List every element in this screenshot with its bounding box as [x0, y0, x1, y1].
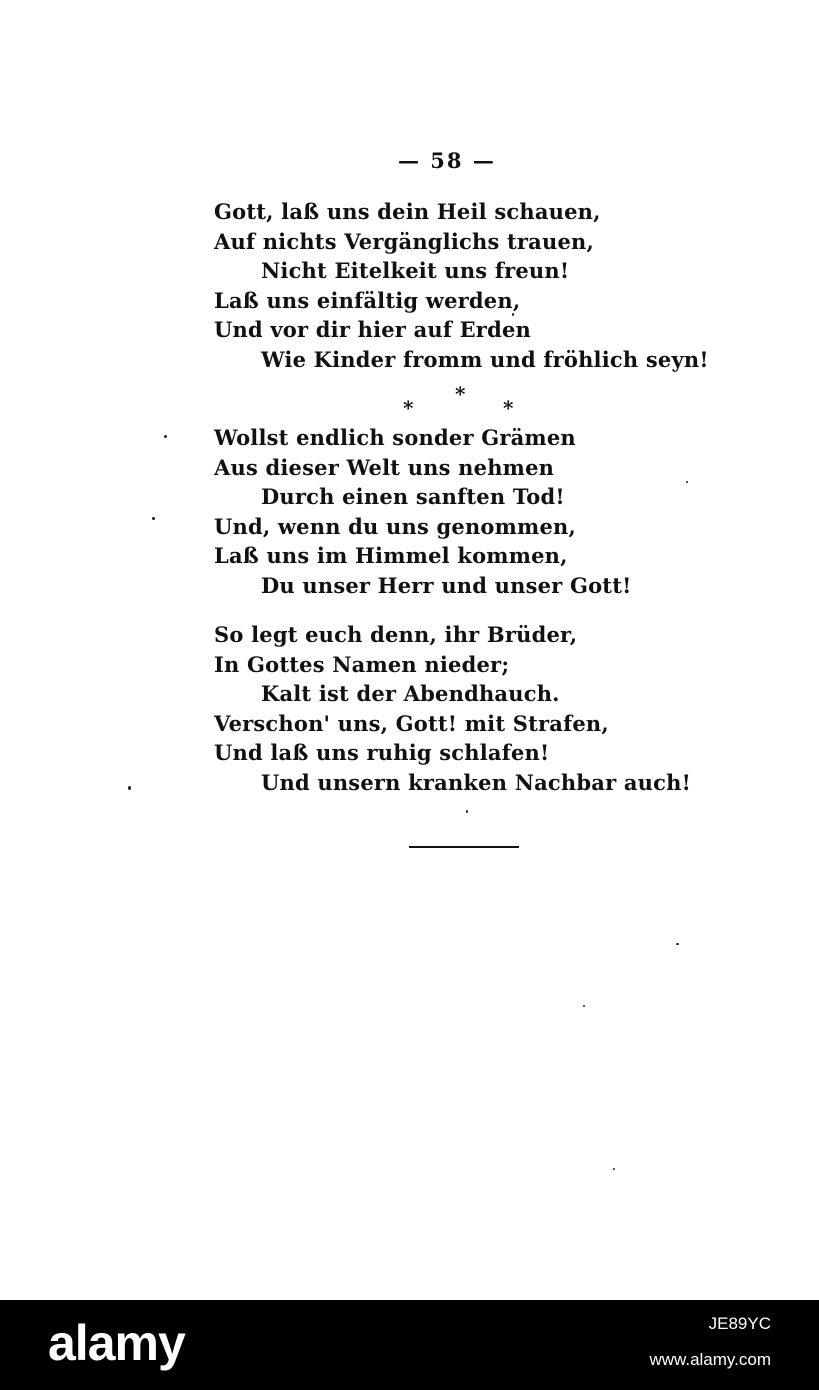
print-speck — [128, 786, 131, 790]
verse-line: Durch einen sanften Tod! — [261, 484, 565, 509]
asterisk-icon: * — [503, 396, 514, 420]
verse-line: Aus dieser Welt uns nehmen — [214, 454, 555, 480]
print-speck — [686, 481, 688, 483]
asterism-divider — [403, 382, 523, 422]
stanza-3 — [214, 620, 691, 797]
stanza-2 — [214, 423, 674, 600]
verse-line: Auf nichts Vergänglichs trauen, — [214, 228, 594, 254]
verse-line: Nicht Eitelkeit uns freun! — [261, 258, 570, 283]
verse-line: Gott, laß uns dein Heil schauen, — [214, 199, 601, 224]
verse-line: Wie Kinder fromm und fröhlich seyn! — [261, 346, 709, 372]
stanza-1 — [214, 197, 709, 374]
print-speck — [164, 435, 167, 438]
verse-line: So legt euch denn, ihr Brüder, — [214, 622, 578, 647]
asterisk-icon: * — [455, 382, 466, 406]
asterisk-icon: * — [403, 396, 414, 420]
print-speck — [466, 810, 468, 813]
verse-line: Wollst endlich sonder Grämen — [214, 425, 576, 450]
watermark-url: www.alamy.com — [649, 1350, 771, 1369]
verse-line: Du unser Herr und unser Gott! — [261, 572, 632, 598]
print-speck — [613, 1168, 615, 1170]
print-speck — [583, 1005, 585, 1007]
watermark-bar — [0, 1300, 819, 1390]
print-speck — [676, 943, 679, 945]
watermark-image-id: JE89YC — [708, 1314, 771, 1333]
verse-line: Laß uns im Himmel kommen, — [214, 543, 568, 568]
verse-line: Verschon' uns, Gott! mit Strafen, — [214, 710, 609, 736]
verse-line: Laß uns einfältig werden, — [214, 287, 521, 313]
verse-line: Und, wenn du uns genommen, — [214, 513, 577, 539]
print-speck — [512, 313, 514, 316]
verse-line: Und unsern kranken Nachbar auch! — [261, 769, 691, 795]
page-number: — 58 — — [398, 148, 496, 173]
verse-line: Und vor dir hier auf Erden — [214, 317, 531, 342]
verse-line: In Gottes Namen nieder; — [214, 651, 510, 677]
watermark-logo: alamy — [48, 1315, 185, 1371]
end-rule — [409, 846, 519, 848]
verse-line: Und laß uns ruhig schlafen! — [214, 740, 550, 765]
print-speck — [152, 517, 155, 520]
verse-line: Kalt ist der Abendhauch. — [261, 681, 560, 706]
